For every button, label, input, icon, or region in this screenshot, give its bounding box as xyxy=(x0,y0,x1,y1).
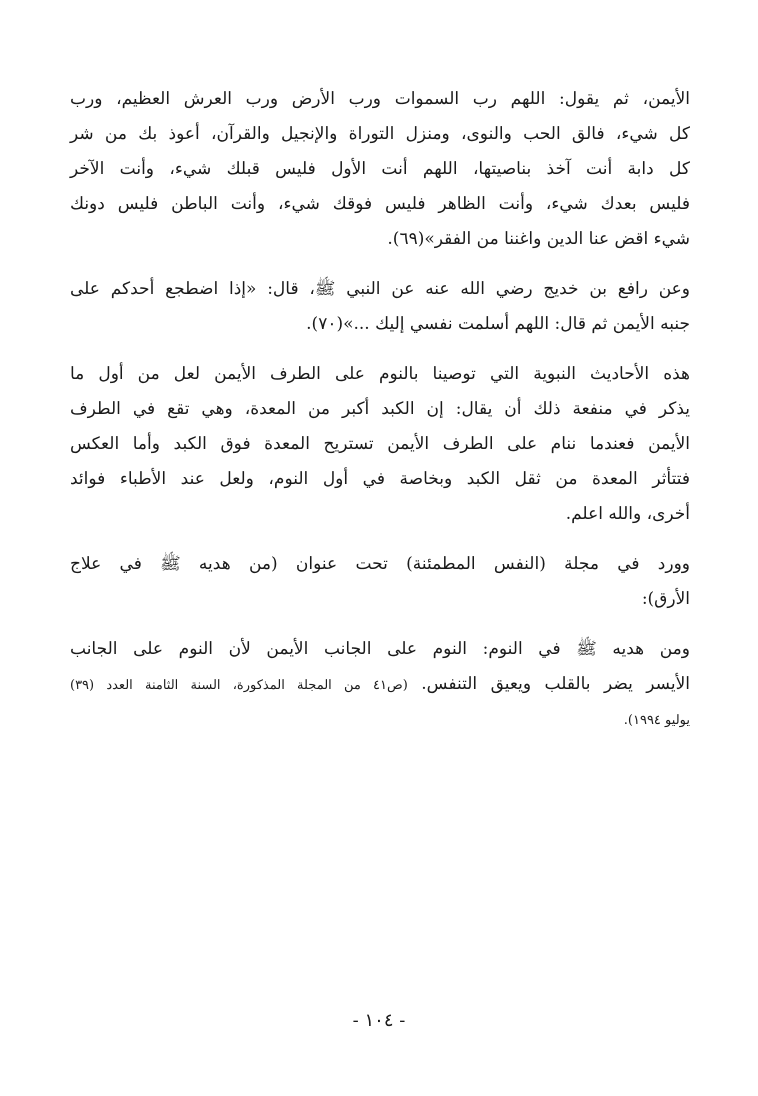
page-number: - ١٠٤ - xyxy=(352,1010,406,1031)
text-line: يذكر في منفعة ذلك أن يقال: إن الكبد أكبر من المعدة، وهي تقع في الطرف xyxy=(70,399,690,419)
text-line: شيء اقض عنا الدين واغننا من الفقر»(٦٩). xyxy=(387,229,690,249)
text-line: هذه الأحاديث النبوية التي توصينا بالنوم على الطرف الأيمن لعل من أول ما xyxy=(70,364,690,384)
text-line: ومن هديه ﷺ في النوم: النوم على الجانب الأيمن لأن النوم على الجانب xyxy=(70,639,690,659)
page-body xyxy=(70,82,690,753)
text-main: الأيسر يضر بالقلب ويعيق التنفس. xyxy=(421,674,691,694)
text-line: جنبه الأيمن ثم قال: اللهم أسلمت نفسي إليك ...»(٧٠). xyxy=(306,314,690,334)
text-line: كل شيء، فالق الحب والنوى، ومنزل التوراة والإنجيل والقرآن، أعوذ بك من شر xyxy=(70,124,690,144)
paragraph-liver-explanation xyxy=(70,357,690,532)
text-line: فليس بعدك شيء، وأنت الظاهر فليس فوقك شيء، وأنت الباطن فليس دونك xyxy=(70,194,690,214)
text-line: وعن رافع بن خديج رضي الله عنه عن النبي ﷺ، قال: «إذا اضطجع أحدكم على xyxy=(70,279,690,299)
text-line: أخرى، والله اعلم. xyxy=(565,504,690,524)
text-line: فتتأثر المعدة من ثقل الكبد وبخاصة في أول النوم، ولعل عند الأطباء فوائد xyxy=(70,469,690,489)
paragraph-sleep-guidance xyxy=(70,632,690,738)
text-line: الأيمن، ثم يقول: اللهم رب السموات ورب الأرض ورب العرش العظيم، ورب xyxy=(70,89,690,109)
text-line: الأيمن فعندما ننام على الطرف الأيمن تستريح المعدة فوق الكبد وأما العكس xyxy=(70,434,690,454)
text-line: الأرق): xyxy=(641,589,690,609)
text-line-with-citation xyxy=(70,667,690,703)
paragraph-magazine-reference xyxy=(70,547,690,617)
paragraph-rafi-hadith xyxy=(70,272,690,342)
citation-text: (ص٤١ من المجلة المذكورة، السنة الثامنة العدد (٣٩) xyxy=(70,678,408,693)
text-line: وورد في مجلة (النفس المطمئنة) تحت عنوان (من هديه ﷺ في علاج xyxy=(70,554,690,574)
citation-text-end: يوليو ١٩٩٤). xyxy=(623,713,690,728)
paragraph-prayer-continuation xyxy=(70,82,690,257)
text-line: كل دابة أنت آخذ بناصيتها، اللهم أنت الأول فليس قبلك شيء، وأنت الآخر xyxy=(70,159,690,179)
